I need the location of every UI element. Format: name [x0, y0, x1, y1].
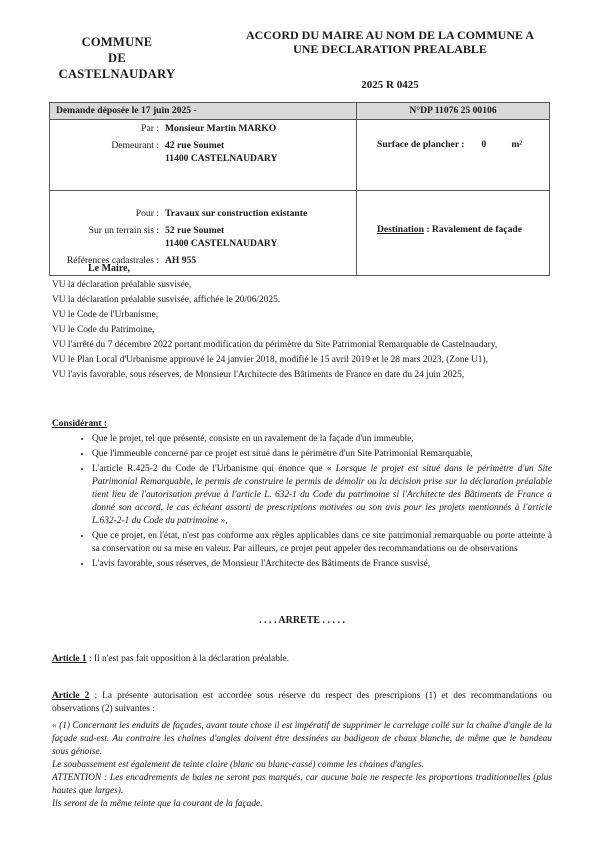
considerant-intro: L'article R.425-2 du Code de l'Urbanisme qui énonce que « — [92, 464, 336, 474]
article-2 — [52, 690, 552, 716]
reference-number: 2025 R 0425 — [361, 79, 419, 91]
article-1 — [52, 653, 552, 666]
considerant-item: • L'avis favorable, sous réserves, de Monsieur l'Architecte des Bâtiments de France susvisé, — [92, 558, 552, 571]
destination-line — [357, 224, 549, 235]
applicant-address-2: 11400 CASTELNAUDARY — [165, 153, 278, 164]
considerant-title: Considérant : — [52, 419, 107, 429]
article-1-text: : Il n'est pas fait opposition à la déclaration préalable. — [86, 654, 290, 664]
le-maire: Le Maire, — [88, 263, 131, 274]
vu-item: VU la déclaration préalable susvisée, affichée le 20/06/2025. — [52, 295, 281, 305]
considerant-item — [92, 463, 552, 528]
article-2-text: : La présente autorisation est accordée sous réserve du respect des prescripions (1) et des recommandations ou observations (2) suivantes : — [52, 691, 552, 714]
commune-line: CASTELNAUDARY — [58, 67, 176, 81]
terrain-label: Sur un terrain sis : — [88, 225, 159, 236]
depot-date: Demande déposée le 17 juin 2025 - — [56, 105, 197, 116]
vu-item: VU le Plan Local d'Urbanisme approuvé le 24 janvier 2018, modifié le 15 avril 2019 et le 28 mars 2023, (Zone U1), — [52, 355, 488, 365]
dossier-number: N°DP 11076 25 00106 — [409, 105, 497, 116]
numero-cell — [357, 103, 550, 120]
title-line: ACCORD DU MAIRE AU NOM DE LA COMMUNE A — [246, 28, 534, 42]
prescriptions — [52, 720, 552, 811]
considerant-item: • Que ce projet, en l'état, n'est pas conforme aux règles applicables dans ce site patrimonial remarquable ou porte atteinte à sa conservation ou sa mise en valeur. Par ailleurs, ce projet peut appeler des recommandations ou de observations — [92, 530, 552, 556]
surface-cell — [357, 120, 550, 191]
prescription-line: Le soubassement est également de teinte claire (blanc ou blanc-cassé) comme les chaines d'angles. — [52, 760, 424, 770]
commune-line: DE — [108, 51, 126, 65]
demeurant-label: Demeurant : — [111, 140, 159, 151]
prescription-line: « (1) Concernant les enduits de façades, avant toute chose il est impératif de supprimer le carrelage collé sur la chaîne d'angle de la façade sud-est. Au contraire les chaînes d'angles doivent être dessinées au badigeon de chaux blanche, de même que le bandeau sous génoise. — [52, 721, 552, 757]
depot-cell — [50, 103, 357, 120]
pour-label: Pour : — [135, 208, 159, 219]
considerant-item: • Que l'immeuble concerné par ce projet est situé dans le périmètre d'un Site Patrimonial Remarquable, — [92, 448, 552, 461]
project-type: Travaux sur construction existante — [165, 208, 308, 219]
document-title — [205, 28, 575, 56]
terrain-address-2: 11400 CASTELNAUDARY — [165, 238, 278, 249]
arrete-heading: . . . . ARRETE . . . . . — [258, 615, 346, 626]
applicant-cell — [50, 120, 357, 191]
vu-item: VU l'arrêté du 7 décembre 2022 portant modification du périmètre du Site Patrimonial Remarquable de Castelnaudary, — [52, 340, 498, 350]
applicant-address-1: 42 rue Soumet — [165, 140, 225, 151]
destination-value: : Ravalement de façade — [426, 224, 522, 235]
title-line: UNE DECLARATION PREALABLE — [293, 42, 487, 56]
par-label: Par : — [141, 123, 159, 134]
vu-item: VU le Code du Patrimoine, — [52, 325, 155, 335]
commune-line: COMMUNE — [81, 35, 153, 49]
commune-header — [52, 34, 182, 82]
cadastre-value: AH 955 — [165, 255, 197, 266]
request-info-table — [49, 102, 550, 276]
prescription-line: Ils seront de la même teinte que la courant de la façade. — [52, 799, 263, 809]
applicant-name: Monsieur Martin MARKO — [165, 123, 277, 134]
surface-label: Surface de plancher : — [377, 139, 465, 150]
terrain-address-1: 52 rue Soumet — [165, 225, 225, 236]
vu-item: VU l'avis favorable, sous réserves, de Monsieur l'Architecte des Bâtiments de France en date du 24 juin 2025, — [52, 370, 465, 380]
surface-value: 0 — [481, 139, 487, 150]
prescription-line: ATTENTION : Les encadrements de baies ne seront pas marqués, car aucune baie ne respecte les proportions traditionnelles (plus hautes que larges). — [52, 773, 552, 796]
considerant-item: • Que le projet, tel que présenté, consiste en un ravalement de la façade d'un immeuble, — [92, 433, 552, 446]
vu-list — [52, 279, 552, 382]
article-2-label: Article 2 — [52, 691, 90, 701]
considerant-list — [52, 433, 552, 573]
article-1-label: Article 1 — [52, 654, 87, 664]
destination-label: Destination — [377, 224, 424, 235]
considerant-end: », — [218, 516, 228, 526]
vu-item: VU le Code de l'Urbanisme, — [52, 310, 159, 320]
considerant-quote: Lorsque le projet est situé dans le périmètre d'un Site Patrimonial Remarquable, le permis de construire le permis de démolir ou la décision prise sur la déclaration préalable tient lieu de l'autorisation prévue à l'article L. 632-1 du Code du patrimoine si l'Architecte des Bâtiments de France a donné son accord, le cas échéant assorti de prescriptions motivées ou son avis pour les projets mentionnés à l'article L.632-2-1 du Code du patrimoine — [92, 464, 552, 526]
surface-unit: m² — [511, 139, 523, 150]
surface-line — [357, 139, 549, 150]
vu-item: VU la déclaration préalable susvisée, — [52, 280, 192, 290]
cadastre-label: Références cadastrales : — [66, 255, 159, 266]
